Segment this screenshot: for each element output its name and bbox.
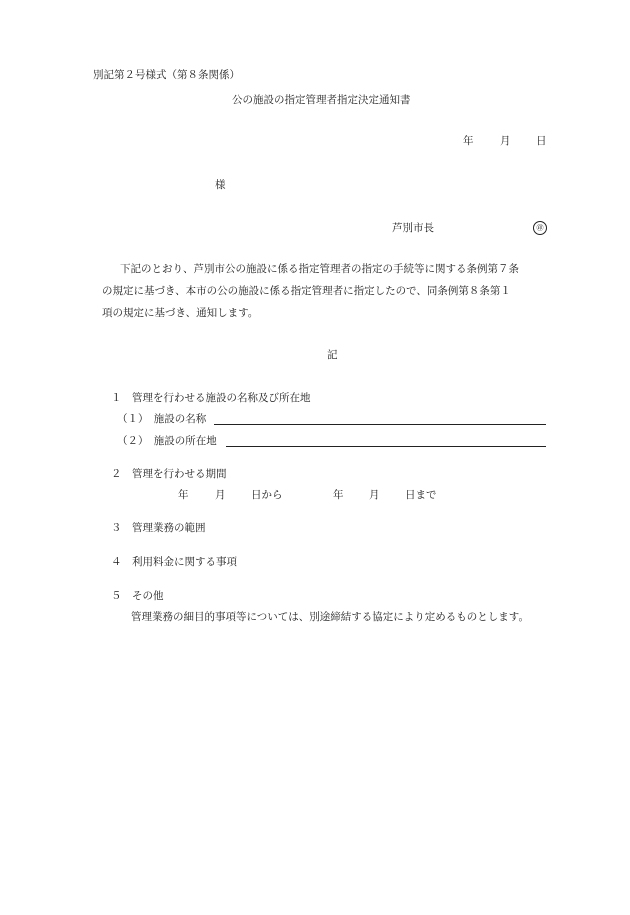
seal-mark: ㊞ bbox=[533, 221, 547, 235]
document-title: 公の施設の指定管理者指定決定通知書 bbox=[232, 94, 411, 106]
item-4-title: ４ 利用料金に関する事項 bbox=[111, 556, 237, 568]
item-5-text: 管理業務の細目的事項等については、別途締結する協定により定めるものとします。 bbox=[131, 611, 529, 623]
item-2-title: ２ 管理を行わせる期間 bbox=[111, 468, 227, 480]
date-year: 年 bbox=[463, 135, 474, 147]
facility-name-line bbox=[214, 424, 546, 425]
date-month: 月 bbox=[500, 135, 511, 147]
item-1-sub-location: （２） 施設の所在地 bbox=[117, 435, 217, 447]
period-end-day: 日まで bbox=[405, 489, 437, 501]
item-3-title: ３ 管理業務の範囲 bbox=[111, 522, 206, 534]
body-line: 下記のとおり、芦別市公の施設に係る指定管理者の指定の手続等に関する条例第７条 bbox=[120, 263, 519, 275]
facility-location-line bbox=[226, 446, 546, 447]
ki-heading: 記 bbox=[327, 349, 338, 361]
body-line: 項の規定に基づき、通知します。 bbox=[102, 307, 259, 319]
body-line: の規定に基づき、本市の公の施設に係る指定管理者に指定したので、同条例第８条第１ bbox=[102, 285, 511, 297]
item-5-title: ５ その他 bbox=[111, 590, 164, 602]
period-start-year: 年 bbox=[178, 489, 189, 501]
item-1-sub-name: （１） 施設の名称 bbox=[117, 413, 207, 425]
period-start-month: 月 bbox=[215, 489, 226, 501]
date-day: 日 bbox=[536, 135, 547, 147]
period-start-day: 日から bbox=[251, 489, 283, 501]
period-end-month: 月 bbox=[369, 489, 380, 501]
period-end-year: 年 bbox=[333, 489, 344, 501]
sender-name: 芦別市長 bbox=[392, 222, 434, 234]
item-1-title: １ 管理を行わせる施設の名称及び所在地 bbox=[111, 392, 311, 404]
form-label: 別記第２号様式（第８条関係） bbox=[93, 69, 240, 81]
addressee-honorific: 様 bbox=[215, 179, 226, 191]
